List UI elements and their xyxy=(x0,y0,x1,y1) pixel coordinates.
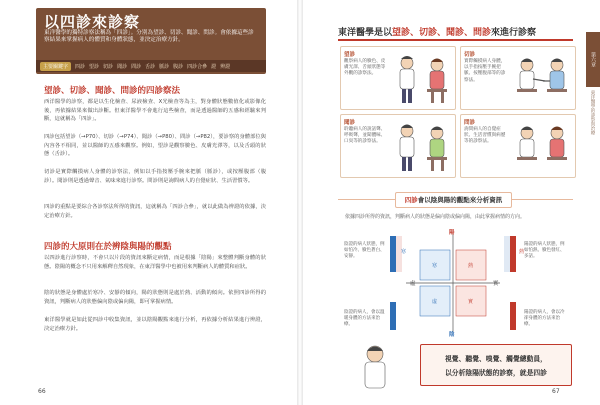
axis-label-yang: 陽 xyxy=(449,230,455,236)
chapter-side-text: 東洋醫學的診察與治療 xyxy=(590,90,595,135)
summary-line-2: 以分析陰陽狀態的診察，就是四診 xyxy=(445,369,547,377)
header-intro: 東洋醫學的獨特診察法稱為「四診」。分別為望診、切診、聞診、問診。會依據這些診察結果來掌握病人的體質和身體狀態，並決定治療方針。 xyxy=(44,30,254,43)
axis-label-excess: 實 xyxy=(493,281,499,287)
illustration-title: 東洋醫學是以望診、切診、聞診、問診來進行診察 xyxy=(338,28,537,38)
yang-bar xyxy=(510,236,516,272)
keyword: 問診 xyxy=(131,63,142,70)
quadrant-label: 實 xyxy=(468,299,474,305)
keyword: 辨證 xyxy=(220,63,231,70)
bar-label-cold: 寒 xyxy=(401,249,407,255)
page-title: 以四診來診察 xyxy=(44,13,141,31)
doctor-illustration xyxy=(345,342,415,392)
diagram-intro: 依據四診所得的資訊，判斷病人的狀態是偏向陰或偏向陽，由此掌握病情的方向。 xyxy=(345,214,526,220)
card-monshin: 問診 詢問病人的自覺症狀、生活習慣與病歷等的診察法。 xyxy=(460,114,576,178)
card-setsushin: 切診 實際觸摸病人身體，以手指按壓手腕把脈、按壓腹部等的診察法。 xyxy=(460,46,576,110)
axis-label-deficiency: 虛 xyxy=(410,281,416,287)
keyword: 脈診 xyxy=(159,63,170,70)
keyword: 望診 xyxy=(89,63,100,70)
paragraph: 切診是實際觸摸病人身體的診察法，例如以手指按壓手腕來把脈（脈診），或按壓腹部（腹診）。聞診則是透過聲音、氣味來進行診察。問診則是詢問病人的自覺症狀、生活習慣等。 xyxy=(44,169,266,184)
keyword: 聞診 xyxy=(117,63,128,70)
chapter-tab: 第六章 xyxy=(586,32,600,87)
keyword: 腹診 xyxy=(173,63,184,70)
keyword: 證 xyxy=(211,63,217,70)
doctor-listening-illustration xyxy=(391,117,453,175)
quadrant-label: 熱 xyxy=(468,263,474,269)
section-heading: 四診的大原則在於辨陰與陽的觀點 xyxy=(44,242,172,252)
title-rule xyxy=(338,39,573,41)
keyword-label: 主要關鍵字 xyxy=(40,62,71,71)
doctor-observing-illustration xyxy=(391,49,453,107)
paragraph: 西洋醫學的診察，都是以生化檢查、尿液檢查、X光檢查等為主，對身體狀態數值化或影像化後，再依據結果來做出診斷。但東洋醫學不會進行這些檢查，而是透過醫師的五感和經驗來判斷，這就稱為「四診」。 xyxy=(44,99,266,123)
paragraph: 四診包括望診（→P70）、切診（→P74）、聞診（→P80）、問診（→P82），要診察的身體部位與內容各不相同，並以醫師的五感來觀察。例如，望診是觀察臉色、皮膚光澤等，以及舌頭的狀態（舌診）。 xyxy=(44,134,266,158)
summary-line-1: 視覺、聽覺、嗅覺、觸覺總動員， xyxy=(445,355,547,363)
paragraph: 以四診進行診察時，不會只以片段的資訊來斷定病情，而是根據「陰陽」來整體判斷身體的狀態。陰陽的概念不只用來解釋自然現象，在東洋醫學中也被用來判斷病人的體質和症狀。 xyxy=(44,255,266,270)
keyword: 切診 xyxy=(103,63,114,70)
section-heading: 望診、切診、聞診、問診的四診察法 xyxy=(44,86,181,96)
paragraph: 陰的狀態是身體處於寒冷、安靜的傾向，陽的狀態則是處於熱、活動的傾向。依照四診所得的資訊，判斷病人的狀態偏向陰或偏向陽，即可掌握病情。 xyxy=(44,290,266,305)
quadrant-label: 虛 xyxy=(432,299,438,305)
section-banner: 四診會以陰與陽的觀點來分析資訊 xyxy=(395,192,512,208)
note-yang-treatment: 陽證的病人，會以冷卻身體的方法來治療。 xyxy=(524,310,565,327)
keyword: 四診 xyxy=(75,63,86,70)
doctor-asking-illustration xyxy=(511,117,573,175)
yin-yang-chart xyxy=(340,228,572,338)
note-yin-treatment: 陰證的病人，會以溫暖身體的方法來治療。 xyxy=(344,310,385,327)
keyword-bar xyxy=(36,60,266,72)
card-boshin: 望診 觀察病人的臉色、皮膚光澤、舌頭狀態等外觀的診察法。 xyxy=(340,46,456,110)
yin-bar xyxy=(390,236,396,272)
card-bunshin: 聞診 聆聽病人的說話聲、呼吸聲，並聞體味、口臭等的診察法。 xyxy=(340,114,456,178)
note-yang-state: 陽證的病人狀態，例如怕熱、臉色發紅、多話。 xyxy=(524,242,565,259)
doctor-pulse-illustration xyxy=(511,49,573,107)
bar-label-heat: 熱 xyxy=(519,249,525,255)
summary-box xyxy=(420,344,572,386)
paragraph: 四診的重點是要綜合各診察法所得的資訊，這就稱為「四診合參」，就以此做為辨證的依據，決定治療方針。 xyxy=(44,204,266,219)
right-page xyxy=(300,0,600,405)
page-number: 67 xyxy=(552,388,560,395)
axis-label-yin: 陰 xyxy=(449,332,455,338)
paragraph: 東洋醫學就是如此從四診中收集資訊，並以陰陽觀點來進行分析，再依據分析結果進行辨證，決定治療方針。 xyxy=(44,317,266,332)
note-yin-state: 陰證的病人狀態，例如怕冷、臉色蒼白、安靜。 xyxy=(344,242,385,259)
page-number: 66 xyxy=(38,388,46,395)
yin-yang-diagram xyxy=(340,228,572,338)
keyword: 舌診 xyxy=(145,63,156,70)
quadrant-label: 寒 xyxy=(432,263,438,269)
keyword: 四診合參 xyxy=(187,63,208,70)
